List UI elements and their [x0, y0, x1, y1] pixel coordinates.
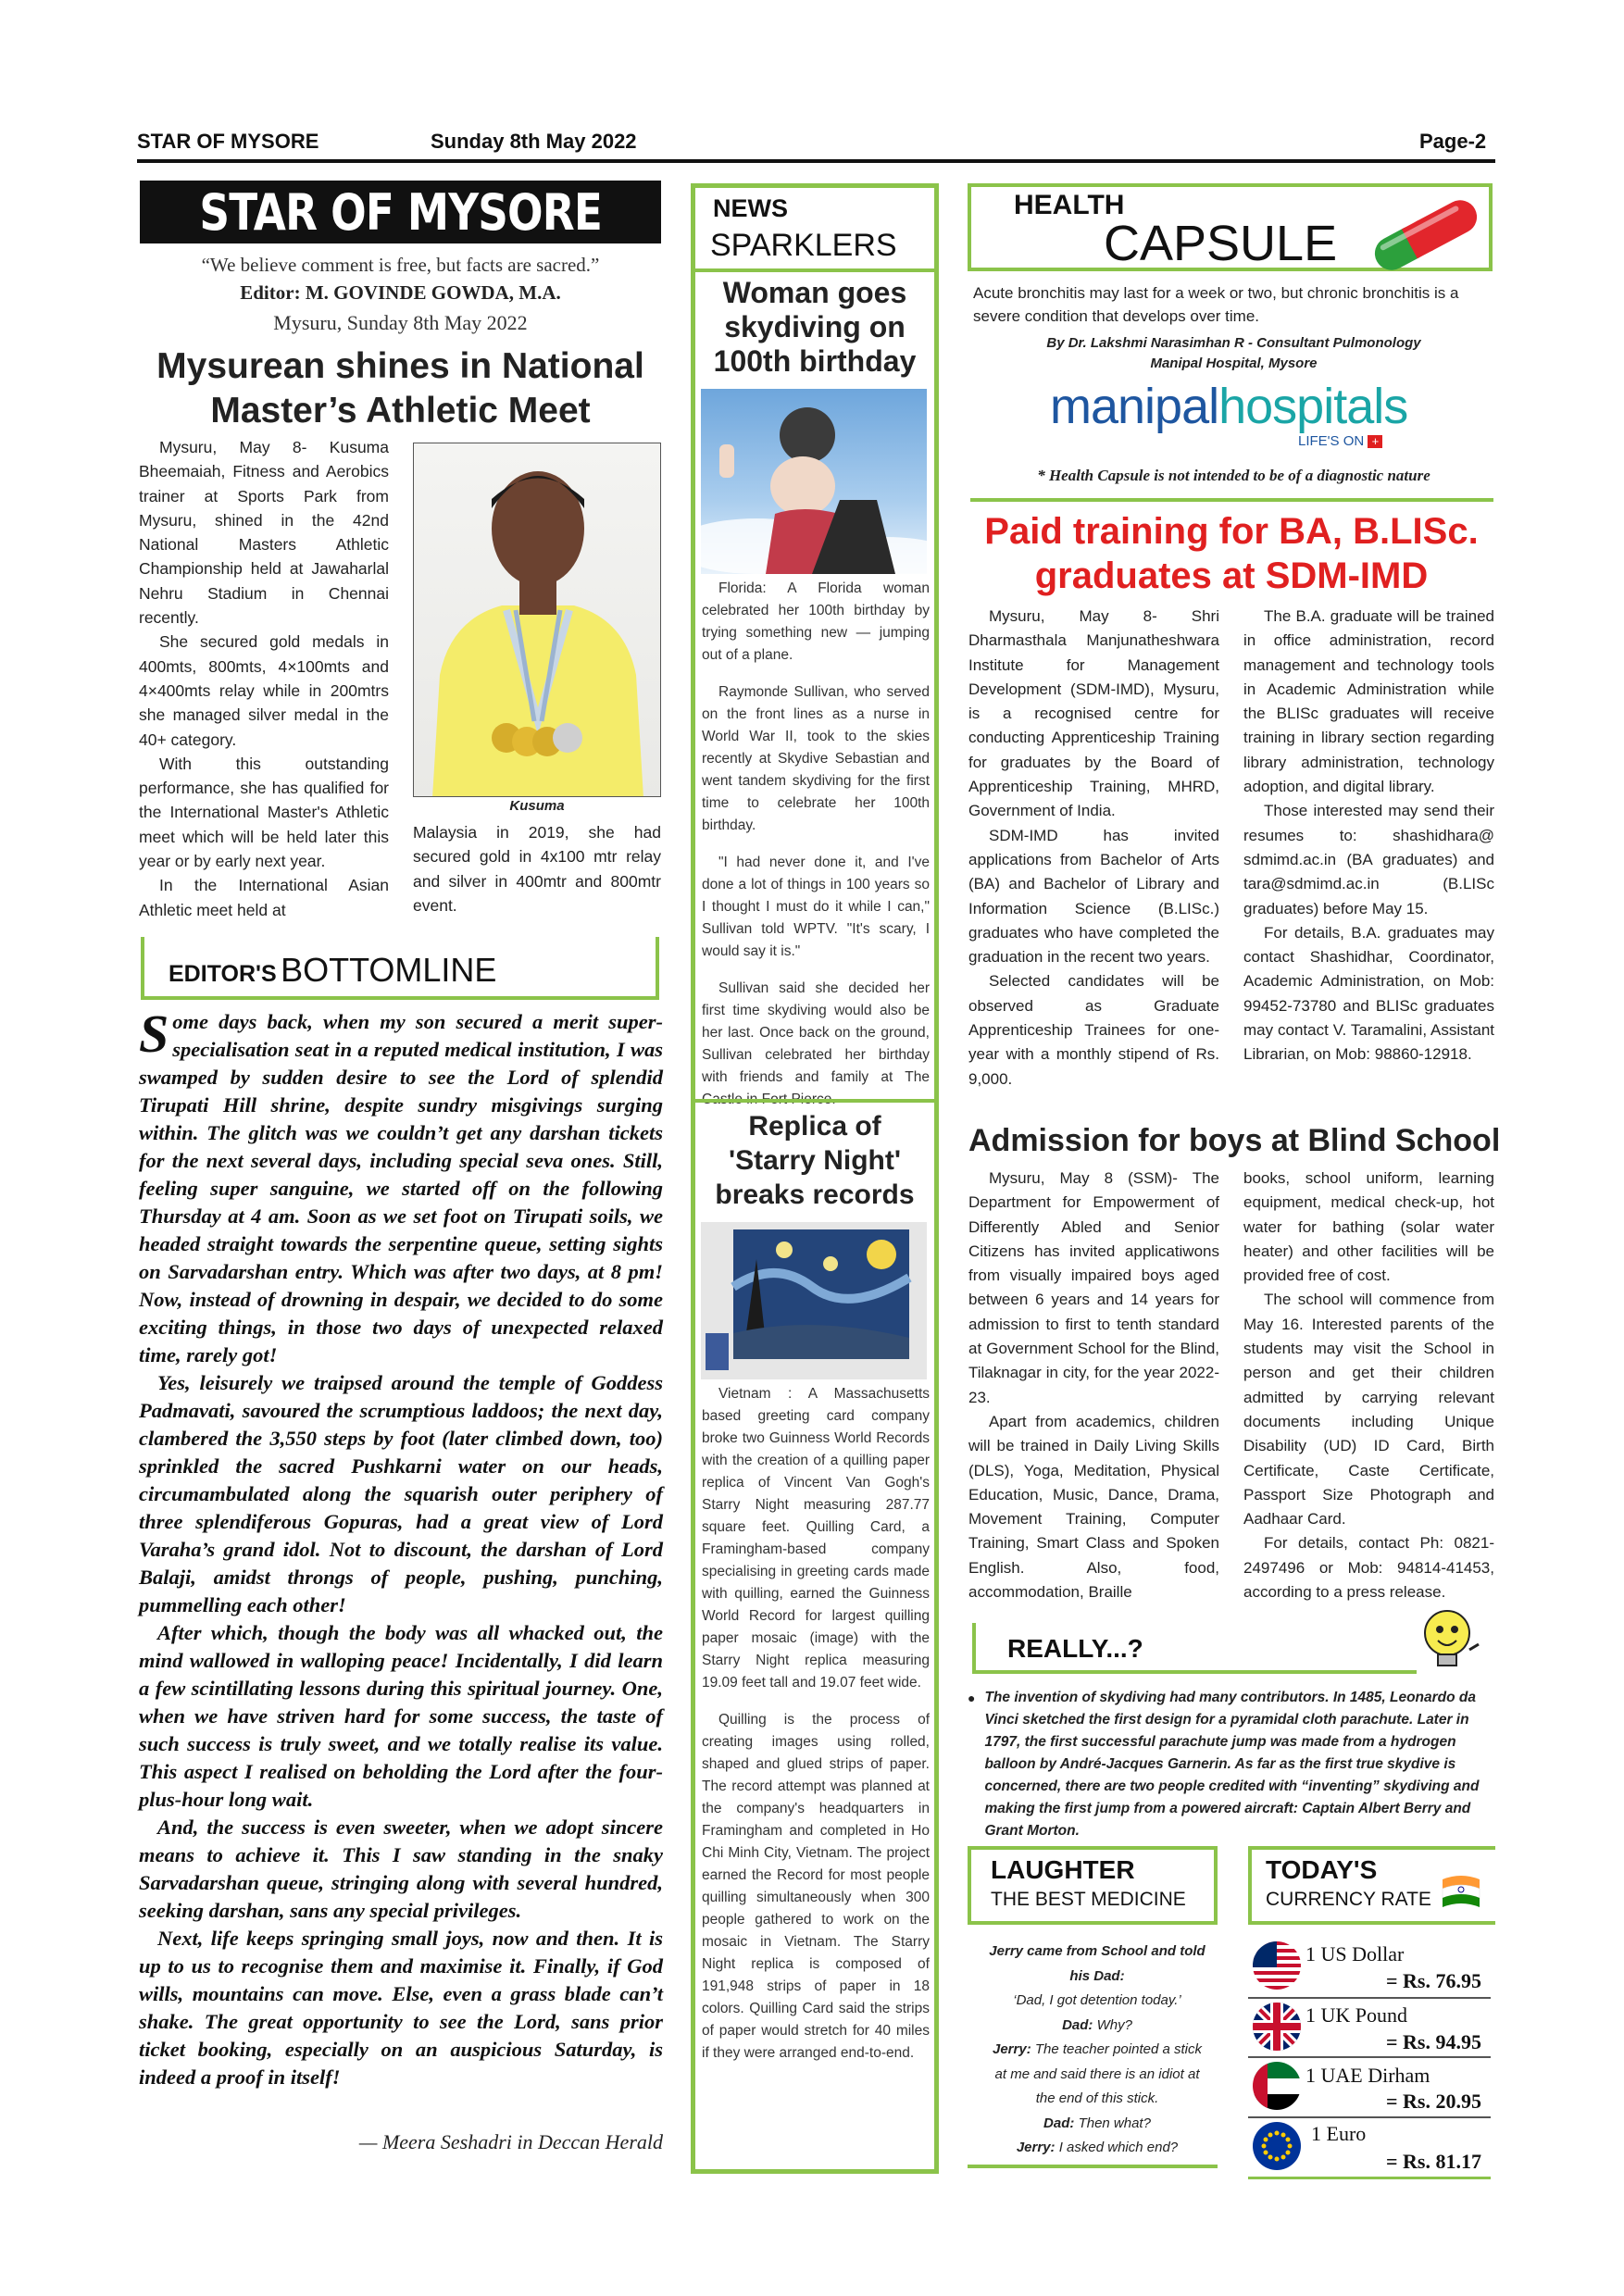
athlete-para: In the International Asian Athletic meet held at [139, 876, 389, 919]
training-headline: Paid training for BA, B.LISc. graduates at SDM-IMD [984, 511, 1479, 596]
header-paper-name: STAR OF MYSORE [137, 130, 319, 153]
story1-photo [701, 389, 927, 574]
story2-photo [701, 1222, 927, 1379]
sparklers-divider [695, 1099, 934, 1103]
editorial-label-tick [141, 937, 144, 1000]
currency-divider [1248, 2056, 1491, 2058]
story1-para: Raymonde Sullivan, who served on the front lines as a nurse in World War II, took to the skies recently at Skydive Sebastian and went tandem skydiving for the first time to celebrate her 100th birthday. [702, 684, 930, 833]
uk-flag-icon [1253, 2003, 1301, 2051]
currency-value: = Rs. 20.95 [1386, 2090, 1481, 2113]
uae-flag-icon [1253, 2062, 1301, 2110]
blind-para: Apart from academics, children will be trained in Daily Living Skills (DLS), Yoga, Meditation, Physical Education, Music, Dance, Drama, Movement Training, Computer Training, Smart Class and Spoken English. Also, food, accommodation, Braille [968, 1412, 1219, 1602]
joke-text: The teacher pointed a stick at me and said there is an idiot at the end of this stick. [994, 2041, 1202, 2106]
header-date: Sunday 8th May 2022 [431, 130, 637, 153]
currency-divider [1248, 1997, 1491, 1999]
training-left [968, 605, 1219, 1092]
story2-para: Quilling is the process of creating images using rolled, shaped and glued strips of paper. The record attempt was planned at the company's headquarters in Framingham and completed in Ho Chi Minh City, Vietnam. The project earned the Record for most people quilling simultaneously when 300 people gathered to work on the mosaic in Vietnam. The Starry Night replica is composed of 191,948 strips of paper in 18 colors. Quilling Card said the strips of paper would stretch for 40 miles if they were arranged end-to-end. [702, 1712, 930, 2061]
skydiver-figure [701, 389, 927, 574]
athlete-story [139, 435, 389, 922]
manipal-logo-b: hospitals [1218, 379, 1408, 434]
really-label: REALLY...? [1007, 1634, 1143, 1663]
health-byline-2: Manipal Hospital, Mysore [1150, 356, 1318, 371]
story2-para: Vietnam : A Massachusetts based greeting card company broke two Guinness World Records with the creation of a quilling paper replica of Vincent Van Gogh's Starry Night measuring 287.77 square feet. Quilling Card, a Framingham-based company specialising in greeting cards made with quilling, earned the Guinness World Record for largest quilling paper mosaic (image) with the Starry Night replica measuring 19.09 feet tall and 19.07 feet wide. [702, 1386, 930, 1691]
joke-speaker: Dad: [1062, 2016, 1093, 2033]
joke-text: I asked which end? [1058, 2140, 1179, 2155]
sparklers-label-bold: NEWS [713, 194, 788, 222]
health-disclaimer: * Health Capsule is not intended to be of a diagnostic nature [1037, 467, 1430, 484]
athlete-para: She secured gold medals in 400mts, 800mts, 4×100mts and 4×400mts relay while in 200mtrs she managed silver medal in the 40+ category. [139, 632, 389, 749]
editorial-byline: — Meera Seshadri in Deccan Herald [358, 2130, 663, 2153]
lightbulb-icon [1412, 1603, 1486, 1682]
manipal-logo [1050, 378, 1407, 435]
header-rule [137, 159, 1495, 163]
sparklers-rule [695, 268, 934, 272]
story1-para: Sullivan said she decided her first time skydiving would also be her last. Once back on the ground, Sullivan celebrated her birthday with friends and family at The [702, 980, 930, 1085]
training-right [1243, 605, 1494, 1067]
laughter-label-bold: LAUGHTER [991, 1855, 1135, 1884]
training-para: The B.A. graduate will be trained in office administration, record management and technology tools in Academic Administration while the BLISc graduates will receive training in library section regarding library administration, technology adoption, and digital library. [1243, 607, 1494, 796]
story2-body [702, 1383, 930, 2079]
really-item [968, 1687, 1493, 1842]
joke-speaker: Jerry: [1016, 2140, 1056, 2155]
blind-right [1243, 1167, 1494, 1604]
training-para: SDM-IMD has invited applications from Bachelor of Arts (BA) and Bachelor of Library and Information Science (B.LISc.) graduates who have completed the graduation in the recent two years. [968, 826, 1219, 967]
currency-name: 1 Euro [1311, 2122, 1367, 2145]
us-flag-icon [1253, 1941, 1301, 1990]
editorial-para: And, the success is even sweeter, when we adopt sincere means to achieve it. This I saw standing in the snaky Sarvadarshan queue, stringing along with several hundred, seeking darshan, sans any special privileges. [139, 1816, 663, 1922]
sparklers-label-light: SPARKLERS [710, 228, 897, 263]
training-para: Those interested may send their resumes to: shashidhara@ sdmimd.ac.in (BA graduates) and tara@sdmimd.ac.in (B.LISc graduates) before May 15. [1243, 802, 1494, 917]
training-para: For details, B.A. graduates may contact Shashidhar, Coordinator, Academic Administration, on Mob: 99452-73780 and BLISc graduates may contact V. Taramalini, Assistant Librarian, on Mob: 98860-12918. [1243, 923, 1494, 1064]
athlete-para: With this outstanding performance, she has qualified for the International Master's Athletic meet which will be held later this year or by early next year. [139, 754, 389, 871]
joke-text: Why? [1096, 2016, 1132, 2033]
story1-headline: Woman goes skydiving on 100th birthday [713, 276, 917, 378]
starry-night-figure [701, 1222, 927, 1379]
editorial-para: ome days back, when my son secured a merit super-specialisation seat in a reputed medical institution, I was swamped by sudden desire to see the Lord of splendid Tirupati Hill shrine, despite sundry misgivings surging within. The glitch was we couldn’t get any darshan tickets for the next several days, including special seva ones. Still, feeling super sanguine, we started off on the following Thursday at 4 am. Soon as we set foot on Tirupati soils, we headed straight towards the serpentine queue, setting sights on Sarvadarshan entry. Which was after two days, at 8 pm! Now, instead of drowning in despair, we decided to do some exciting things, in those two days of unexpected relaxed time, rarely got! [139, 1010, 663, 1366]
editorial-label-bold: EDITOR'S [169, 961, 277, 987]
capsule-icon [1356, 198, 1495, 277]
training-para: Mysuru, May 8- Shri Dharmasthala Manjunatheshwara Institute for Management Development (SDM-IMD), Mysuru, is a recognised centre for conducting Apprenticeship Training for graduates by the Board of Apprenticeship Training, MHRD, Government of India. [968, 607, 1219, 820]
training-para: Selected candidates will be observed as Graduate Apprenticeship Trainees for one-year with a monthly stipend of Rs. 9,000. [968, 972, 1219, 1088]
currency-name: 1 UK Pound [1305, 2003, 1408, 2027]
blind-para: For details, contact Ph: 0821-2497496 or Mob: 94814-41453, according to a press release. [1243, 1534, 1494, 1602]
header-page-number: Page-2 [1419, 130, 1487, 153]
athlete-headline: Mysurean shines in National Master’s Athletic Meet [156, 346, 644, 430]
eu-flag-icon [1253, 2122, 1301, 2170]
editorial-para: Next, life keeps springing small joys, now and then. It is up to us to recognise them and maximise it. Finally, if God wills, mountains can move. Else, even a grass blade can’t shake. The great opportunity to see the Lord, sans prior ticket booking, especially on an auspicious Saturday, is indeed a proof in itself! [139, 1927, 663, 2089]
joke-speaker: Dad: [1043, 2115, 1075, 2131]
joke-line [986, 2136, 1208, 2161]
currency-value: = Rs. 76.95 [1386, 1969, 1481, 1992]
masthead-dateline: Mysuru, Sunday 8th May 2022 [273, 311, 528, 334]
laughter-rule [968, 2165, 1218, 2168]
joke-text: Then what? [1078, 2115, 1151, 2131]
joke-line: Jerry came from School and told his Dad: [989, 1943, 1206, 1984]
currency-value: = Rs. 81.17 [1386, 2150, 1481, 2173]
story2-headline: Replica of 'Starry Night' breaks records [715, 1111, 915, 1210]
joke-line [986, 2014, 1208, 2039]
editorial-drop-cap: S [139, 1004, 169, 1064]
athlete-continued [413, 820, 661, 917]
plus-icon: + [1368, 435, 1382, 448]
masthead-editor: Editor: M. GOVINDE GOWDA, M.A. [240, 281, 561, 304]
joke-line: ‘Dad, I got detention today.’ [1013, 1992, 1181, 2008]
currency-divider [1248, 2116, 1491, 2118]
joke-line [986, 2038, 1208, 2112]
athlete-para: Mysuru, May 8- Kusuma Bheemaiah, Fitness and Aerobics trainer at Sports Park from Mysuru, shined in the 42nd National Masters Athletic Championship held at Jawaharlal Nehru Stadium in Chennai recently. [139, 438, 389, 628]
masthead-motto: “We believe comment is free, but facts are sacred.” [201, 254, 600, 276]
editorial-body [139, 1004, 663, 2091]
blind-para: The school will commence from May 16. Interested parents of the students may visit the School in person and get their children admitted by carrying relevant documents including Unique Disability (UD) ID Card, Birth Certificate, Caste Certificate, Passport Size Photograph and Aadhaar Card. [1243, 1291, 1494, 1529]
india-flag-icon [1438, 1870, 1484, 1921]
manipal-tag-text: LIFE'S ON [1298, 433, 1365, 449]
blind-left [968, 1167, 1219, 1604]
editorial-label-light: BOTTOMLINE [281, 951, 497, 989]
manipal-logo-a: manipal [1050, 379, 1219, 434]
editorial-para: After which, though the body was all whacked out, the mind wallowed in walloping peace! Incidentally, I did learn a few scintillating lessons during this spiritual journey. One, when we have striven hard for some success, the taste of such success is truly sweet, and we totally realise its value. This aspect I realised on beholding the Lord after the four-plus-hour long wait. [139, 1621, 663, 1811]
currency-name: 1 UAE Dirham [1305, 2064, 1430, 2087]
laughter-label-light: THE BEST MEDICINE [991, 1889, 1186, 1910]
blind-para: books, school uniform, learning equipment, medical check-up, hot water for bathing (solar water heater) and other facilities will be provided free of cost. [1243, 1169, 1494, 1285]
editorial-label [169, 951, 496, 990]
health-text: Acute bronchitis may last for a week or two, but chronic bronchitis is a severe condition that develops over time. [973, 284, 1459, 325]
story1-para: Florida: A Florida woman celebrated her 100th birthday by trying something new — jumping out of a plane. [702, 580, 930, 663]
athlete-continued-text: Malaysia in 2019, she had secured gold in 4x100 mtr relay and silver in 400mtr and 800mtr event. [413, 823, 661, 915]
health-label-bold: HEALTH [1014, 190, 1125, 220]
currency-value: = Rs. 94.95 [1386, 2030, 1481, 2053]
story1-para: "I had never done it, and I've done a lot of things in 100 years so I thought I must do it while I can," Sullivan told WPTV. "It's scary, I would say it is." [702, 855, 930, 959]
health-rule [970, 498, 1493, 502]
blind-headline: Admission for boys at Blind School [968, 1123, 1501, 1158]
editorial-para: Yes, leisurely we traipsed around the temple of Goddess Padmavati, savoured the scrumptious laddoos; the next day, clambered the 3,550 steps by foot (later climbed down, too) sprinkled the sacred Pushkarni water on our heads, circumambulated along the squarish outer periphery of three splendiferous Gopuras, had a great view of Lord Varaha’s grand idol. Not to discount, the darshan of Lord Balaji, amidst throngs of people, pushing, punching, pummelling each other! [139, 1371, 663, 1616]
masthead-title: STAR OF MYSORE [199, 182, 602, 242]
manipal-tagline [1298, 433, 1382, 449]
laughter-joke [986, 1940, 1208, 2161]
bullet-icon: ● [968, 1691, 976, 1705]
health-byline-1: By Dr. Lakshmi Narasimhan R - Consultant Pulmonology [1046, 335, 1421, 351]
athlete-photo-caption: Kusuma [509, 798, 565, 814]
athlete-photo [413, 443, 661, 797]
athlete-figure [414, 443, 661, 797]
currency-label-bold: TODAY'S [1266, 1855, 1378, 1884]
currency-label-light: CURRENCY RATE [1266, 1889, 1431, 1910]
health-label-light: CAPSULE [1104, 216, 1338, 271]
blind-para: Mysuru, May 8 (SSM)- The Department for Empowerment of Differently Abled and Senior Citizens has invited applicatiwons from visually impaired boys aged between 6 years and 14 years for admission to first to tenth standard at Government School for the Blind, Tilaknagar in city, for the year 2022-23. [968, 1169, 1219, 1406]
really-text: The invention of skydiving had many contributors. In 1485, Leonardo da Vinci sketched the first design for a pyramidal cloth parachute. Later in 1797, the first successful parachute jump was made from a hydrogen balloon by André-Jacques Garnerin. As far as the first true skydive is concerned, there are two people credited with “inventing” skydiving and making the first jump from a powered aircraft: Captain Albert Berry and Grant Morton. [984, 1690, 1480, 1839]
currency-name: 1 US Dollar [1305, 1942, 1405, 1965]
joke-line [986, 2112, 1208, 2137]
story1-body [702, 578, 930, 1126]
masthead-banner [140, 181, 661, 243]
currency-rule [1248, 2177, 1491, 2179]
joke-speaker: Jerry: [993, 2041, 1031, 2057]
